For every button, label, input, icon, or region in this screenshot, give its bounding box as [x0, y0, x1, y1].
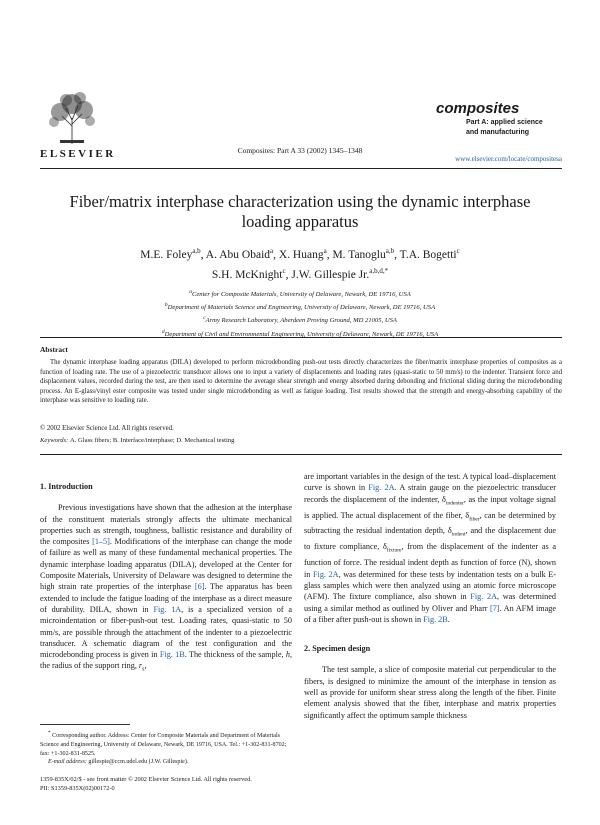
- section-2-paragraph: The test sample, a slice of composite material cut perpendicular to the fibers, is designed to minimize the amount of the interphase in tension as well as provide for uniform shear stress along the length of the fiber. Finite element analysis showed that the fiber, interphase and matrix properties significantly affect the optimum sample thickness: [304, 665, 556, 720]
- fig-link[interactable]: Fig. 1B: [159, 650, 185, 660]
- publisher-name: ELSEVIER: [40, 148, 116, 160]
- abstract-heading: Abstract: [40, 345, 68, 354]
- text-run: ,: [144, 661, 147, 671]
- footnote: [40, 729, 292, 767]
- journal-citation: Composites: Part A 33 (2002) 1345–1348: [237, 146, 363, 155]
- bottom-line-1: 1359-835X/02/$ - see front matter © 2002 Elsevier Science Ltd. All rights reserved.: [40, 776, 252, 783]
- text-run: , can be determined by subtracting the residual indentation depth, δ: [304, 510, 556, 536]
- text-run: , was determined using a similar method as outlined by Oliver and Pharr: [304, 592, 556, 613]
- footnote-text-row: [40, 729, 292, 758]
- affiliation-sup: a: [189, 289, 192, 295]
- fig-link[interactable]: Fig. 2B: [423, 614, 448, 624]
- keywords-text: A. Glass fibers; B. Interface/interphase; D. Mechanical testing: [69, 437, 235, 444]
- fig-link[interactable]: Fig. 2A: [368, 483, 395, 493]
- fig-link[interactable]: Fig. 2A: [312, 569, 339, 579]
- keywords-label: Keywords:: [40, 437, 69, 444]
- journal-brand-name: composites: [436, 100, 520, 117]
- paper-title: Fiber/matrix interphase characterization using the dynamic interphase loading apparatus: [69, 192, 531, 231]
- text-run: , from the displacement of the indenter as a function of force. The residual indent depth as function of force (N), shown in: [304, 542, 556, 579]
- text-run: Previous investigations have shown that the adhesion at the interphase of the constituent materials strongly affects the ultimate mechanical properties such as strength, toughness, ballistic resistance and durability of the composites: [40, 503, 292, 547]
- symbol-sub: indenter: [445, 500, 464, 507]
- abstract-top-rule: [40, 337, 562, 338]
- text-run: . A strain gauge on the piezoelectric transducer records the displacement of the indenter, δ: [304, 483, 556, 504]
- section-1-heading: 1. Introduction: [40, 482, 93, 491]
- footnote-email-label: E-mail address:: [48, 759, 87, 766]
- abstract-copyright: © 2002 Elsevier Science Ltd. All rights reserved.: [40, 425, 174, 432]
- affiliation-text: Army Research Laboratory, Aberdeen Proving Ground, MD 21005, USA: [205, 317, 397, 325]
- journal-brand-sub2: and manufacturing: [466, 129, 530, 136]
- author-affil-sup: a,b: [192, 247, 201, 255]
- journal-url[interactable]: www.elsevier.com/locate/compositesa: [455, 155, 562, 163]
- text-run: .: [447, 614, 450, 624]
- author-name: S.H. McKnight: [211, 268, 283, 281]
- footnote-email[interactable]: gillespie@ccm.udel.edu (J.W. Gillespie).: [88, 759, 189, 766]
- affiliation-sup: b: [164, 302, 168, 309]
- text-run: , as the input voltage signal is applied. The actual displacement of the fiber, δ: [304, 494, 556, 520]
- ref-link[interactable]: [7]: [490, 603, 500, 613]
- symbol-sub: fiber: [469, 516, 480, 523]
- text-run: . The apparatus has been extended to include the fatigue loading of the interphase as a direct measure of durability. DILA, shown in: [40, 582, 292, 614]
- ref-link[interactable]: [6]: [194, 582, 205, 592]
- text-run: , and the displacement due to fixture compliance, δ: [304, 526, 556, 552]
- header-rule: [40, 168, 562, 169]
- author-line-2: [60, 263, 540, 283]
- affiliation-row: [60, 313, 540, 326]
- symbol-r: r: [138, 661, 143, 671]
- keywords: [40, 437, 234, 444]
- symbol-h: h: [285, 650, 290, 660]
- journal-brand-sub1: Part A: applied science: [466, 119, 543, 126]
- right-column: [304, 471, 556, 721]
- section-2-heading: 2. Specimen design: [304, 644, 371, 654]
- affiliation-text: Center for Composite Materials, University of Delaware, Newark, DE 19716, USA: [191, 291, 411, 299]
- symbol-sub: fixture: [386, 548, 402, 555]
- author-name: , M. Tanoglu: [326, 248, 386, 261]
- affiliation-sup: d: [161, 328, 165, 335]
- author-affil-sup: c: [456, 247, 460, 255]
- author-name: , A. Abu Obaid: [200, 248, 271, 261]
- affiliations: [60, 287, 540, 340]
- author-line-1: [60, 243, 540, 263]
- footnote-star: *: [48, 730, 51, 736]
- text-run: . The thickness of the sample,: [184, 650, 286, 660]
- affiliation-sup: c: [203, 315, 206, 322]
- text-run: are important variables in the design of the test. A typical load–displacement curve is shown in: [304, 472, 556, 493]
- affiliation-text: Department of Materials Science and Engineering, University of Delaware, Newark, DE 19716, USA: [167, 304, 436, 312]
- text-run: . An AFM image of a fiber after push-out is shown in: [304, 603, 556, 624]
- text-run: , is a specialized version of a microindentation or fiber-push-out test. Loading rates, quasi-static to 50 mm/s, are possible through the attachment of the indenter to a piezoelectric transducer. A schematic diagram of the test configuration and the microdebonding process is given in: [40, 604, 292, 660]
- elsevier-tree-icon: [40, 88, 104, 146]
- author-name: , T.A. Bogetti: [394, 248, 457, 261]
- fig-link[interactable]: Fig. 1A: [153, 604, 182, 614]
- affiliation-row: [60, 287, 540, 300]
- author-affil-sup: a: [270, 247, 274, 255]
- author-name: , X. Huang: [273, 248, 324, 261]
- bottom-info: [40, 775, 252, 793]
- symbol-sub: s: [142, 667, 145, 674]
- footnote-email-row: [40, 758, 292, 767]
- affiliation-text: Department of Civil and Environmental Engineering, University of Delaware, Newark, DE 19716, USA: [164, 330, 439, 338]
- author-name: M.E. Foley: [140, 248, 193, 261]
- ref-link[interactable]: [1–5]: [92, 537, 110, 547]
- section-1-paragraph: [40, 502, 292, 676]
- author-affil-sup: a,b,d,*: [369, 266, 389, 275]
- footnote-text: Corresponding author. Address: Center for Composite Materials and Department of Materials Science and Engineering, University of Delaware, Newark, DE 19716, USA. Tel.: +1-302-831-8702; fax: +1-302-831-8525.: [40, 733, 287, 757]
- fig-link[interactable]: Fig. 2A: [470, 592, 497, 602]
- bottom-line-2: PII: S1359-835X(02)00172-0: [40, 785, 115, 792]
- author-affil-sup: a,b: [385, 247, 395, 255]
- journal-brand: [436, 100, 566, 137]
- symbol-sub: indent: [451, 532, 466, 539]
- footnote-rule: [40, 724, 130, 725]
- text-run: , was determined for these tests by indentation tests on a bulk E-glass samples which were then analyzed using an atomic force microscope (AFM). The fixture compliance, also shown in: [304, 569, 556, 602]
- abstract-text: The dynamic interphase loading apparatus (DILA) developed to perform microdebonding push-out tests directly characterizes the fiber/matrix interphase properties of composites as a function of loading rate. The use of a piezoelectric transducer allows one to input a variety of displacements and loading rates (quasi-static to 50 mm/s) to the indenter. Transient force and displacement values, recorded during the test, are then used to determine the average shear strength and energy absorbed during debonding and frictional sliding during the microdebonding process. An E-glass/vinyl ester composite was tested under single microdebonding as well as fatigue loading. Test results showed that the strength and energy-absorbing capability of the interphase was sensitive to loading rate.: [40, 359, 562, 404]
- author-affil-sup: a: [323, 247, 327, 255]
- elsevier-logo: [40, 88, 104, 146]
- affiliation-row: [60, 300, 540, 313]
- right-paragraph: [304, 471, 556, 625]
- left-column: [40, 481, 292, 676]
- author-name: , J.W. Gillespie Jr.: [285, 268, 370, 281]
- author-list: [60, 243, 540, 283]
- abstract-bottom-rule: [40, 454, 562, 455]
- text-run: , the radius of the support ring,: [40, 650, 292, 671]
- text-run: . Modifications of the interphase can change the mode of failure as well as many of these fundamental mechanical properties. The dynamic interphase loading apparatus (DILA), developed at the Center for Composite Materials, University of Delaware was designed to determine the high strain rate properties of the interphase: [40, 537, 293, 592]
- author-affil-sup: c: [282, 266, 286, 275]
